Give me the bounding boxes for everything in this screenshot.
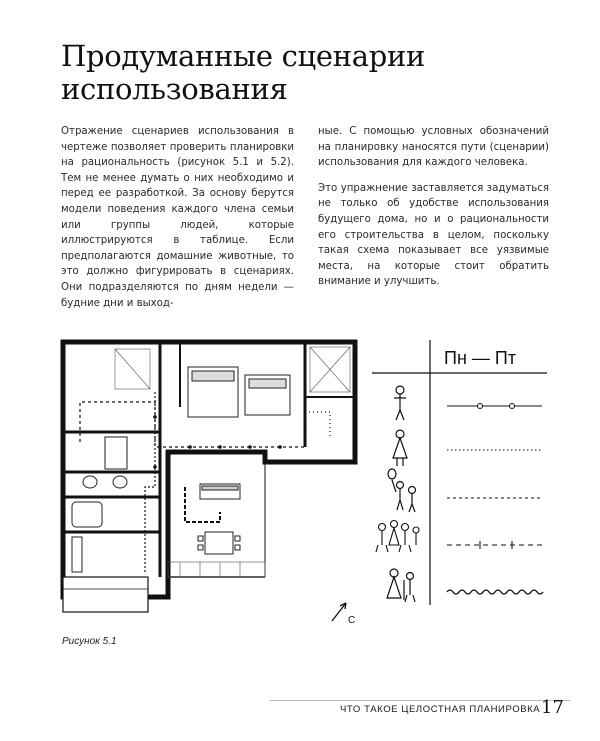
- man-figure-icon: [394, 386, 406, 420]
- woman-figure-icon: [393, 430, 407, 466]
- child-balloon-icon: [388, 469, 416, 512]
- page-number: 17: [541, 697, 564, 718]
- legend-header: Пн — Пт: [444, 348, 517, 368]
- paragraph: Отражение сценариев использования в чертеже позволяет проверить планировки на рациональность (рисунок 5.1 и 5.2). Тем не менее думать о них необходимо и перед ее разработкой. За основу берутся модели поведения каждого члена семьи или группы людей, которые иллюстрируются в таблице. Если предполагаются домашние животные, то это должно фигурировать в сценариях. Они подразделяются по дням недели — будние дни и выход-: [61, 126, 294, 309]
- legend-line-wavy: [447, 590, 543, 594]
- legend-line-dotted-circles: [447, 404, 542, 409]
- floor-plan-figure: [60, 337, 360, 632]
- paragraph: Это упражнение заставляется задуматься не только об удобстве использования будущего дома, но и о рациональности его строительства в целом, поскольку такая схема показывает все уязвимые места, на которые стоит обратить внимание и улучшить.: [318, 182, 549, 288]
- elder-figure-icon: [387, 569, 415, 602]
- page-title: Продуманные сценарии использования: [61, 39, 426, 106]
- north-label: С: [348, 615, 356, 625]
- paragraph: ные. С помощью условных обозначений на планировку наносятся пути (сценарии) использования для каждого человека.: [318, 126, 549, 169]
- north-arrow-icon: [328, 595, 358, 625]
- legend-line-dash-ticks: [447, 541, 542, 549]
- usage-legend: [372, 340, 547, 610]
- text-column-right: [318, 124, 549, 300]
- figure-caption: Рисунок 5.1: [62, 636, 117, 647]
- text-column-left: [61, 124, 294, 321]
- group-figures-icon: [376, 521, 419, 553]
- running-head: ЧТО ТАКОЕ ЦЕЛОСТНАЯ ПЛАНИРОВКА: [340, 704, 541, 715]
- footer-divider: [270, 700, 570, 701]
